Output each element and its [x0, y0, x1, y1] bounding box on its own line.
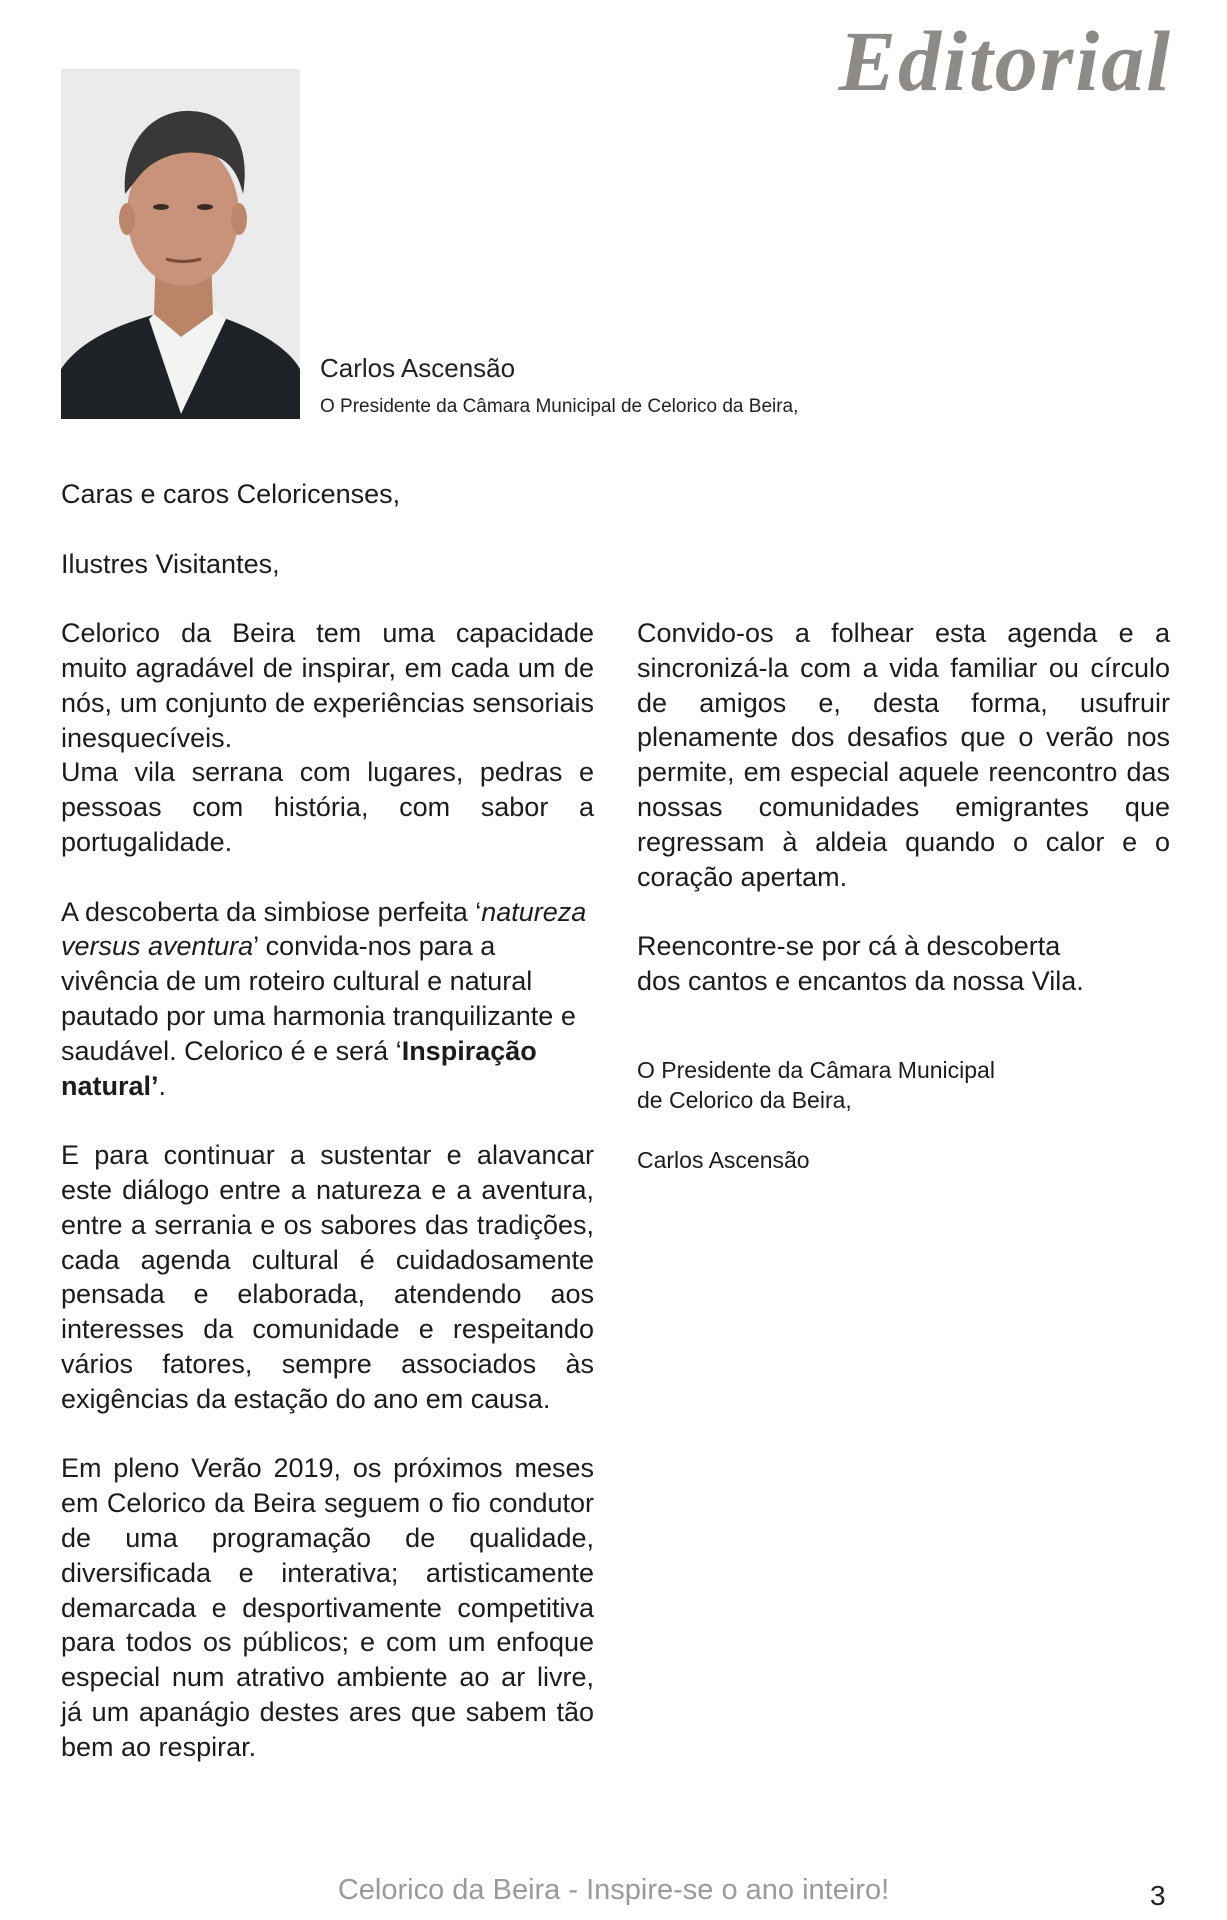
- page-title: Editorial: [838, 13, 1172, 109]
- author-name: Carlos Ascensão: [320, 353, 516, 383]
- paragraph-6-line-1: Reencontre-se por cá à descoberta: [637, 931, 1061, 962]
- paragraph-6-line-2: dos cantos e encantos da nossa Vila.: [637, 965, 1084, 996]
- paragraph-3: E para continuar a sustentar e alavancar este diálogo entre a natureza e a aventura, entre a serrania e os sabores das tradições, cada agenda cultural é cuidadosamente pensada e elaborada, atendendo aos interesses da comunidade e respeitando vários fatores, sempre associados às exigências da estação do ano em causa.: [61, 1140, 594, 1414]
- greeting-line-1: Caras e caros Celoricenses,: [61, 479, 401, 509]
- paragraph-4: Em pleno Verão 2019, os próximos meses em Celorico da Beira seguem o fio condutor de uma programação de qualidade, diversificada e interativa; artisticamente demarcada e desportivamente competitiva para todos os públicos; e com um enfoque especial num atrativo ambiente ao ar livre, já um apanágio destes ares que sabem tão bem ao respirar.: [61, 1453, 594, 1762]
- paragraph-2-end: .: [158, 1070, 167, 1101]
- letter-left-column: [61, 477, 594, 1764]
- signature-line-2: de Celorico da Beira,: [637, 1086, 852, 1113]
- letter-right-column: [637, 616, 1170, 1175]
- paragraph-2-bold: Inspiração natural’: [61, 1035, 537, 1101]
- greeting-line-2: Ilustres Visitantes,: [61, 548, 280, 579]
- author-role: O Presidente da Câmara Municipal de Celorico da Beira,: [320, 396, 799, 417]
- paragraph-1b: Uma vila serrana com lugares, pedras e pessoas com história, com sabor a portugalidade.: [61, 757, 594, 857]
- paragraph-2-italic: natureza versus aventura: [61, 896, 587, 962]
- footer-tagline: Celorico da Beira - Inspire-se o ano inteiro!: [337, 1874, 890, 1906]
- signature-line-1: O Presidente da Câmara Municipal: [637, 1056, 995, 1083]
- paragraph-2-start: A descoberta da simbiose perfeita ‘: [61, 896, 482, 927]
- signature-name: Carlos Ascensão: [637, 1146, 810, 1173]
- paragraph-2: [61, 895, 594, 1104]
- page-number: 3: [1150, 1880, 1166, 1911]
- author-portrait: [61, 69, 300, 419]
- paragraph-2-middle: ’ convida-nos para a vivência de um roteiro cultural e natural pautado por uma harmonia tranquilizante e saudável. Celorico é e será ‘: [61, 931, 576, 1066]
- paragraph-5: Convido-os a folhear esta agenda e a sincronizá-la com a vida familiar ou círculo de amigos e, desta forma, usufruir plenamente dos desafios que o verão nos permite, em especial aquele reencontro das nossas comunidades emigrantes que regressam à aldeia quando o calor e o coração apertam.: [637, 618, 1170, 892]
- paragraph-1a: Celorico da Beira tem uma capacidade muito agradável de inspirar, em cada um de nós, um conjunto de experiências sensoriais inesquecíveis.: [61, 618, 594, 753]
